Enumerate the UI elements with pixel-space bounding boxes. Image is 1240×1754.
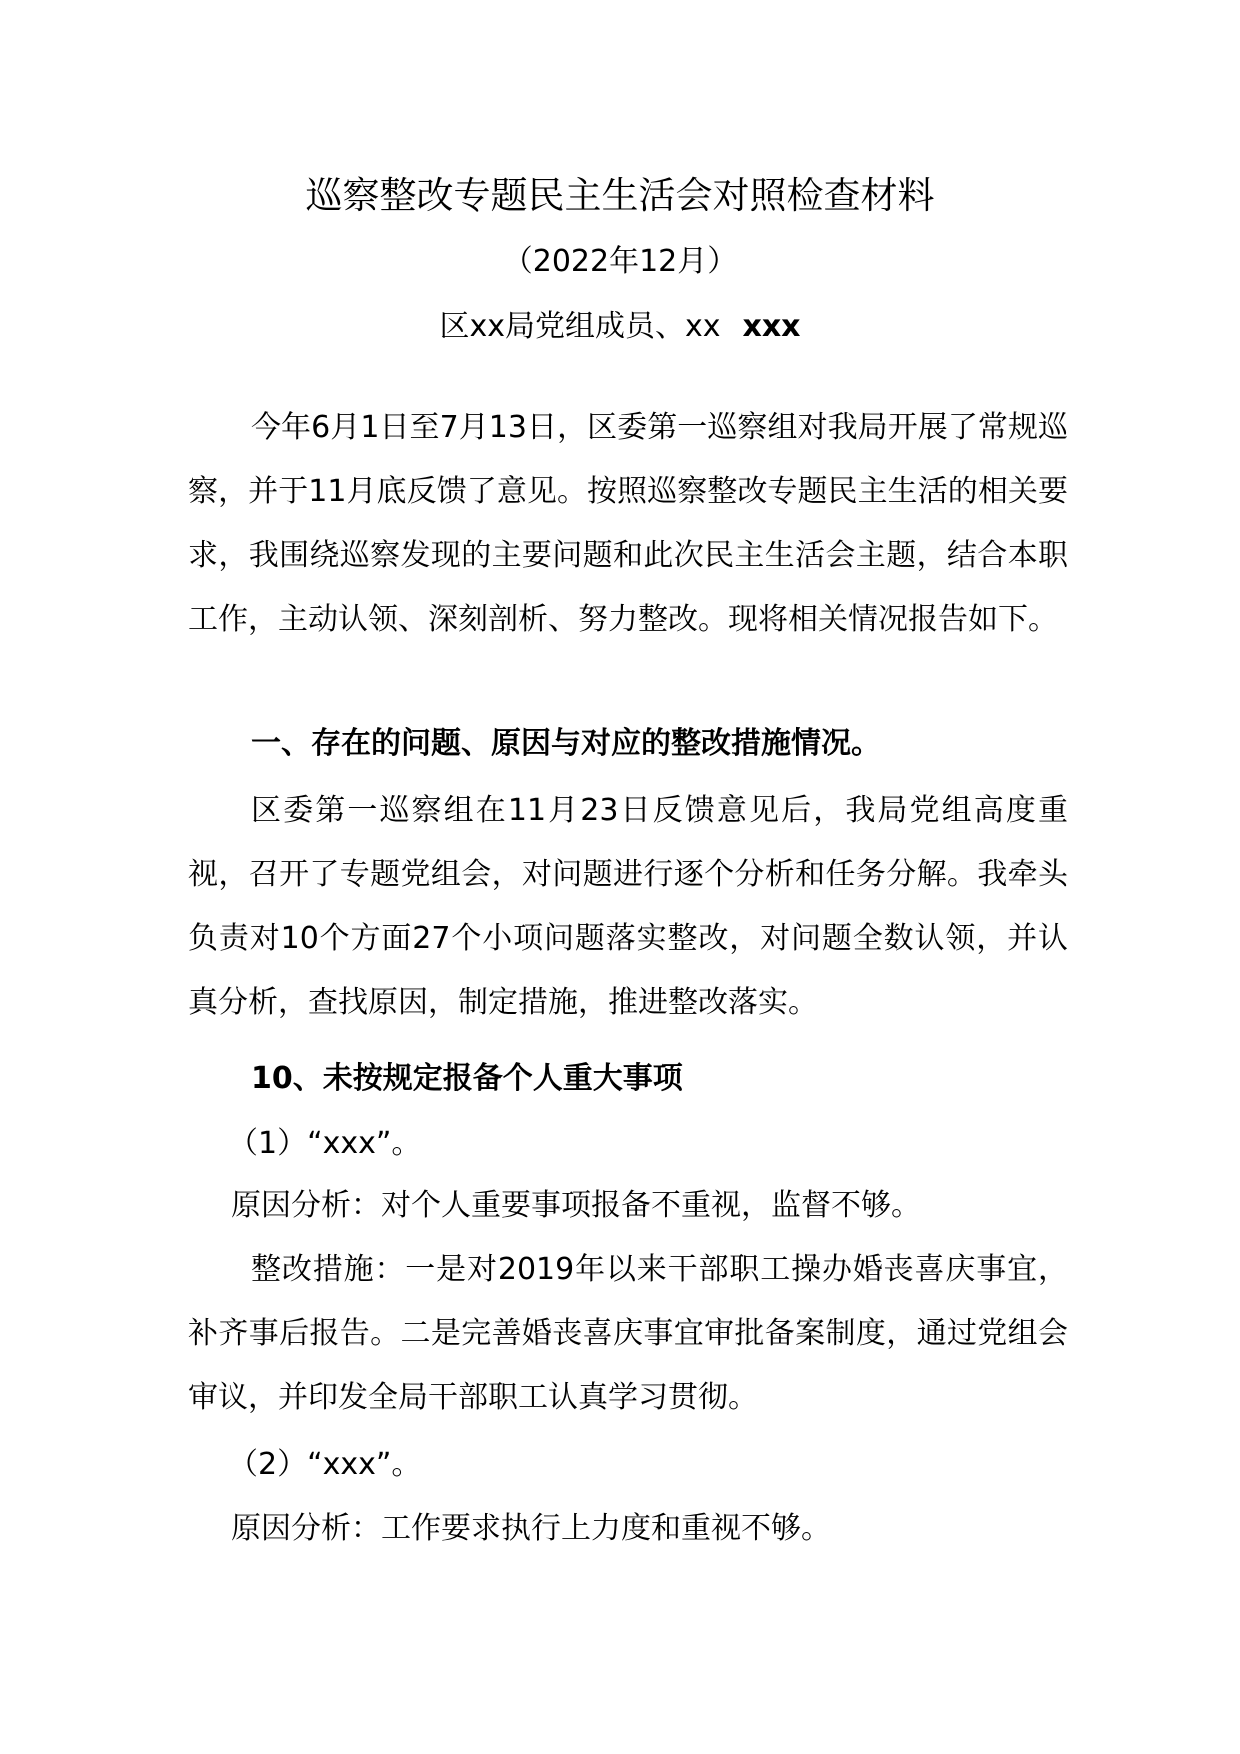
subsection-10-heading: 10、未按规定报备个人重大事项 <box>251 1061 683 1096</box>
item-1-measures-block <box>188 1238 1068 1430</box>
item-2-reason-block <box>188 1497 1068 1561</box>
intro-paragraph-block <box>188 396 1068 652</box>
author-name: xxx <box>742 309 801 344</box>
section-1-paragraph-block <box>188 779 1068 1035</box>
author-role: 区xx局党组成员、xx <box>439 309 721 344</box>
subsection-10-heading-block <box>188 1047 1068 1111</box>
section-1-paragraph: 区委第一巡察组在11月23日反馈意见后，我局党组高度重视，召开了专题党组会，对问题进行逐个分析和任务分解。我牵头负责对10个方面27个小项问题落实整改，对问题全数认领，并认真分析，查找原因，制定措施，推进整改落实。 <box>188 793 1068 1020</box>
section-1-heading: 一、存在的问题、原因与对应的整改措施情况。 <box>251 726 881 761</box>
item-2-label: （2）“xxx”。 <box>228 1447 422 1482</box>
item-1-measures: 整改措施：一是对2019年以来干部职工操办婚丧喜庆事宜，补齐事后报告。二是完善婚丧喜庆事宜审批备案制度，通过党组会审议，并印发全局干部职工认真学习贯彻。 <box>188 1252 1068 1415</box>
section-1-heading-block <box>188 712 1068 776</box>
author-line <box>0 305 1240 349</box>
item-2-block <box>188 1433 1068 1497</box>
item-2-reason: 原因分析：工作要求执行上力度和重视不够。 <box>231 1511 831 1546</box>
item-1-block <box>188 1112 1068 1176</box>
document-title: 巡察整改专题民主生活会对照检查材料 <box>305 174 935 217</box>
document-date: （2022年12月） <box>502 244 738 279</box>
intro-paragraph: 今年6月1日至7月13日，区委第一巡察组对我局开展了常规巡察，并于11月底反馈了意见。按照巡察整改专题民主生活的相关要求，我围绕巡察发现的主要问题和此次民主生活会主题，结合本职工作，主动认领、深刻剖析、努力整改。现将相关情况报告如下。 <box>188 410 1068 637</box>
item-1-label: （1）“xxx”。 <box>228 1126 422 1161</box>
item-1-reason: 原因分析：对个人重要事项报备不重视，监督不够。 <box>231 1188 921 1223</box>
item-1-reason-block <box>188 1174 1068 1238</box>
